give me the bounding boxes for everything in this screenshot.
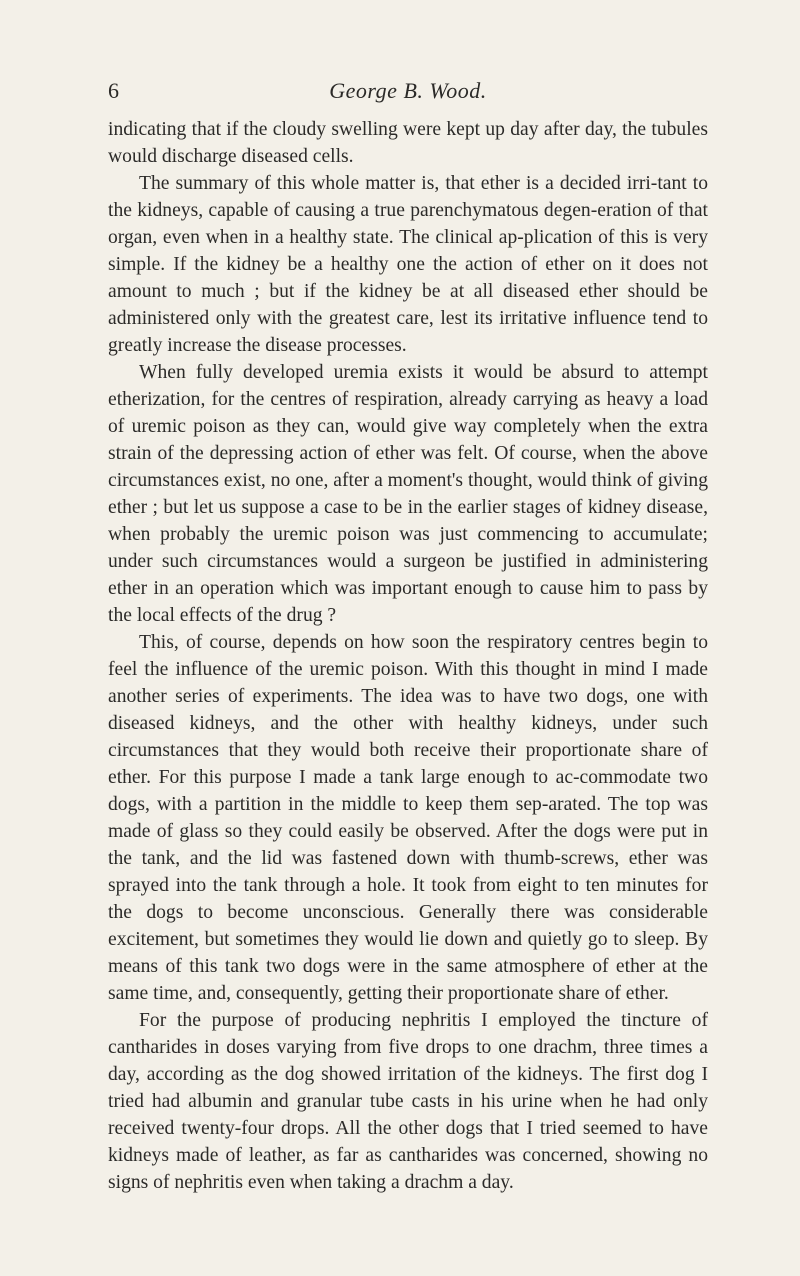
book-page <box>108 78 708 1196</box>
body-text <box>108 116 708 1196</box>
paragraph-3: When fully developed uremia exists it would be absurd to attempt etherization, for the centres of respiration, already carrying as heavy a load of uremic poison as they can, would give way completely when the extra strain of the depressing action of ether was felt. Of course, when the above circumstances exist, no one, after a moment's thought, would think of giving ether ; but let us suppose a case to be in the earlier stages of kidney disease, when probably the uremic poison was just commencing to accumulate; under such circumstances would a surgeon be justified in administering ether in an operation which was important enough to cause him to pass by the local effects of the drug ? <box>108 362 708 626</box>
paragraph-4: This, of course, depends on how soon the respiratory centres begin to feel the influence of the uremic poison. With this thought in mind I made another series of experiments. The idea was to have two dogs, one with diseased kidneys, and the other with healthy kidneys, under such circumstances that they would both receive their proportionate share of ether. For this purpose I made a tank large enough to ac-commodate two dogs, with a partition in the middle to keep them sep-arated. The top was made of glass so they could easily be observed. After the dogs were put in the tank, and the lid was fastened down with thumb-screws, ether was sprayed into the tank through a hole. It took from eight to ten minutes for the dogs to become unconscious. Generally there was considerable excitement, but sometimes they would lie down and quietly go to sleep. By means of this tank two dogs were in the same atmosphere of ether at the same time, and, consequently, getting their proportionate share of ether. <box>108 632 708 1004</box>
paragraph-1: indicating that if the cloudy swelling were kept up day after day, the tubules would discharge diseased cells. <box>108 119 708 167</box>
running-head: George B. Wood. <box>329 78 487 103</box>
paragraph-5: For the purpose of producing nephritis I employed the tincture of cantharides in doses varying from five drops to one drachm, three times a day, according as the dog showed irritation of the kidneys. The first dog I tried had albumin and granular tube casts in his urine when he had only received twenty-four drops. All the other dogs that I tried seemed to have kidneys made of leather, as far as cantharides was concerned, showing no signs of nephritis even when taking a drachm a day. <box>108 1010 708 1193</box>
page-header <box>108 78 708 106</box>
paragraph-2: The summary of this whole matter is, that ether is a decided irri-tant to the kidneys, capable of causing a true parenchymatous degen-eration of that organ, even when in a healthy state. The clinical ap-plication of this is very simple. If the kidney be a healthy one the action of ether on it does not amount to much ; but if the kidney be at all diseased ether should be administered only with the greatest care, lest its irritative influence tend to greatly increase the disease processes. <box>108 173 708 356</box>
page-number: 6 <box>108 78 119 103</box>
